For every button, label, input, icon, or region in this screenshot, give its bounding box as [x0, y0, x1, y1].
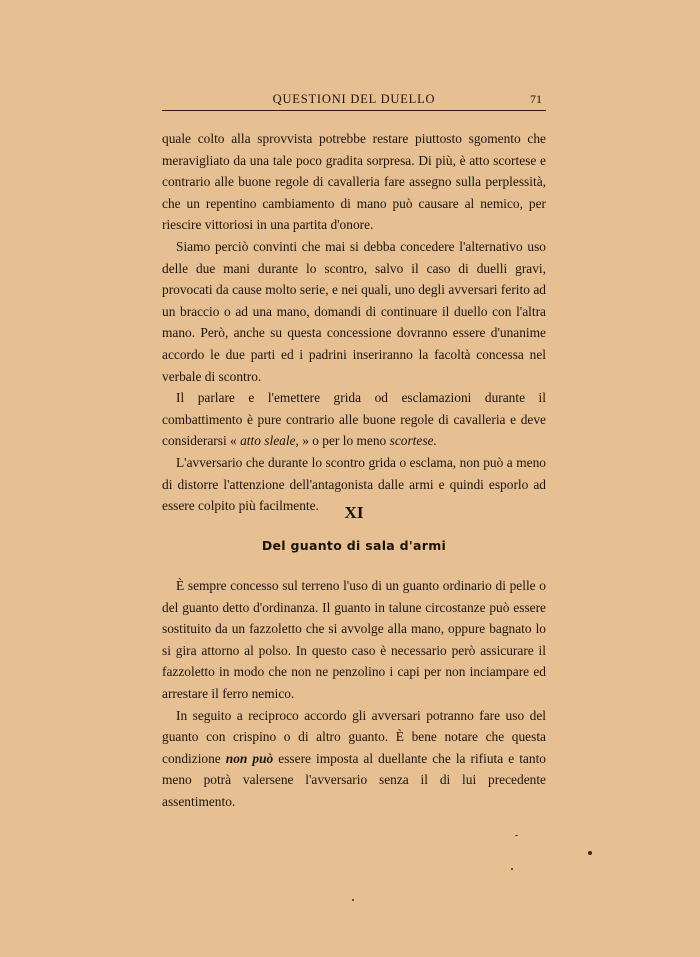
- chapter-number: XI: [344, 503, 364, 522]
- paragraph-text: » o per lo meno: [298, 433, 390, 449]
- paper-speck: [511, 868, 513, 870]
- paragraph: L'avversario che durante lo scontro grida o esclama, non può a meno di distorre l'attenzione dell'antagonista dalle armi e quindi esporlo ad essere colpito più facilmente.: [162, 454, 546, 514]
- italic-phrase: non può: [225, 750, 274, 766]
- running-title: QUESTIONI DEL DUELLO: [272, 92, 436, 106]
- paragraph: quale colto alla sprovvista potrebbe restare piuttosto sgomento che meravigliato da una tale poco gradita sorpresa. Di più, è atto scortese e contrario alle buone regole di cavalleria fare assegno sulla perplessità, che un repentino cambiamento di mano può causare al nemico, per riescire vittoriosi in una partita d'onore.: [162, 131, 546, 233]
- paragraph: [162, 705, 546, 813]
- paragraph-text: essere imposta al duellante che la rifiuta e tanto meno potrà valersene l'avversario senza il di lui precedente assentimento.: [162, 750, 546, 809]
- bottom-text-block: [162, 575, 546, 813]
- italic-phrase: atto sleale,: [240, 433, 299, 449]
- paper-speck: [515, 835, 518, 836]
- paragraph: Siamo perciò convinti che mai si debba concedere l'alternativo uso delle due mani durante lo scontro, salvo il caso di duelli gravi, provocati da cause molto serie, e nei quali, uno degli avversari ferito ad un braccio o ad una mano, domandi di continuare il duello con l'altra mano. Però, anche su questa concessione dovranno essere d'unanime accordo le due parti ed i padrini inseriranno la facoltà concessa nel verbale di scontro.: [162, 238, 546, 384]
- paper-speck: [588, 851, 592, 855]
- header-rule: [162, 110, 546, 111]
- paragraph-text: In seguito a reciproco accordo gli avversari potranno fare uso del guanto con crispino o di altro guanto. È bene notare che questa condizione: [162, 707, 546, 766]
- page-number: 71: [530, 92, 542, 106]
- paragraph: È sempre concesso sul terreno l'uso di un guanto ordinario di pelle o del guanto detto d'ordinanza. Il guanto in talune circostanze può essere sostituito da un fazzoletto che si avvolge alla mano, oppure bagnato lo si gira attorno al polso. In questo caso è necessario però assicurare il fazzoletto in modo che non ne penzolino i capi per non inciampare ed arrestare il ferro nemico.: [162, 578, 546, 701]
- italic-phrase: scortese.: [389, 433, 437, 449]
- top-text-block: [162, 128, 546, 517]
- chapter-title: Del guanto di sala d'armi: [261, 538, 447, 553]
- paragraph: [162, 387, 546, 452]
- paper-speck: [352, 899, 354, 901]
- page-header: [162, 90, 546, 112]
- paragraph-text: Il parlare e l'emettere grida od esclamazioni durante il combattimento è pure contrario alle buone regole di cavalleria e deve considerarsi «: [162, 390, 546, 449]
